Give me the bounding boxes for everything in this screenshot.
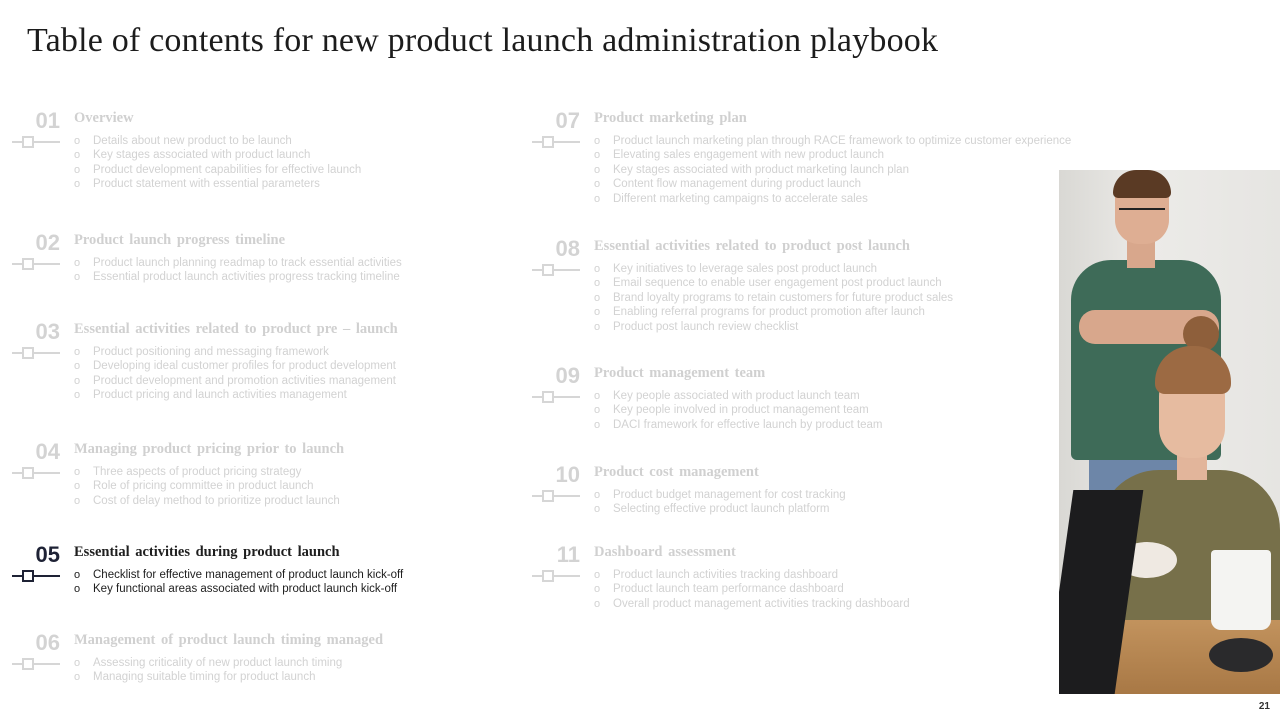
section-item: o Essential product launch activities progress tracking timeline <box>74 270 402 284</box>
section-item: o Key people involved in product management team <box>594 403 883 417</box>
photo-man-glasses <box>1119 208 1165 220</box>
section-item: o Role of pricing committee in product launch <box>74 479 340 493</box>
section-items <box>74 465 340 508</box>
section-title: Managing product pricing prior to launch <box>74 441 345 457</box>
section-title: Essential activities related to product post launch <box>594 238 910 254</box>
section-item: o Assessing criticality of new product launch timing <box>74 656 342 670</box>
section-items <box>594 389 883 432</box>
section-item: o Selecting effective product launch platform <box>594 502 846 516</box>
section-item: o Content flow management during product launch <box>594 177 1071 191</box>
section-number: 02 <box>35 230 60 255</box>
section-item: o Elevating sales engagement with new product launch <box>594 148 1071 162</box>
section-number: 01 <box>35 108 60 133</box>
section-title: Product marketing plan <box>594 110 747 126</box>
section-item: o Key stages associated with product launch <box>74 148 361 162</box>
section-item: o Key people associated with product launch team <box>594 389 883 403</box>
section-item: o Product post launch review checklist <box>594 320 953 334</box>
section-item: o Product launch activities tracking dashboard <box>594 568 910 582</box>
section-item: o Overall product management activities tracking dashboard <box>594 597 910 611</box>
section-number: 08 <box>555 236 580 261</box>
section-item: o Cost of delay method to prioritize product launch <box>74 494 340 508</box>
section-item: o Enabling referral programs for product promotion after launch <box>594 305 953 319</box>
section-item: o Key functional areas associated with product launch kick-off <box>74 582 403 596</box>
section-number: 10 <box>555 462 580 487</box>
section-number: 07 <box>555 108 580 133</box>
section-item: o Product budget management for cost tracking <box>594 488 846 502</box>
section-items <box>74 568 403 597</box>
section-item: o Email sequence to enable user engagement post product launch <box>594 276 953 290</box>
section-item: o Managing suitable timing for product launch <box>74 670 342 684</box>
section-items <box>74 656 342 685</box>
section-item: o Key stages associated with product marketing launch plan <box>594 163 1071 177</box>
section-marker-icon <box>12 570 60 582</box>
section-marker-icon <box>532 391 580 403</box>
section-item: o Product launch planning readmap to track essential activities <box>74 256 402 270</box>
section-item: o Details about new product to be launch <box>74 134 361 148</box>
section-items <box>594 134 1071 206</box>
section-marker-icon <box>12 258 60 270</box>
page-title: Table of contents for new product launch administration playbook <box>27 22 939 59</box>
section-title: Management of product launch timing managed <box>74 632 384 648</box>
section-title: Essential activities related to product pre – launch <box>74 321 398 337</box>
section-marker-icon <box>12 658 60 670</box>
section-item: o Three aspects of product pricing strategy <box>74 465 340 479</box>
section-item: o Key initiatives to leverage sales post product launch <box>594 262 953 276</box>
section-item: o Product development capabilities for effective launch <box>74 163 361 177</box>
section-items <box>594 568 910 611</box>
section-item: o Product launch marketing plan through RACE framework to optimize customer experience <box>594 134 1071 148</box>
page-number: 21 <box>1258 701 1270 712</box>
section-item: o Product positioning and messaging framework <box>74 345 396 359</box>
section-item: o Checklist for effective management of product launch kick-off <box>74 568 403 582</box>
section-items <box>594 488 846 517</box>
section-title: Overview <box>74 110 134 126</box>
section-item: o Different marketing campaigns to accelerate sales <box>594 192 1071 206</box>
section-number: 09 <box>555 363 580 388</box>
section-marker-icon <box>12 467 60 479</box>
section-items <box>74 134 361 192</box>
section-item: o Developing ideal customer profiles for product development <box>74 359 396 373</box>
photo-man-neck <box>1127 240 1155 268</box>
section-marker-icon <box>532 136 580 148</box>
section-title: Product cost management <box>594 464 759 480</box>
section-number: 05 <box>35 542 60 567</box>
section-item: o Product development and promotion activities management <box>74 374 396 388</box>
section-number: 03 <box>35 319 60 344</box>
section-marker-icon <box>12 136 60 148</box>
section-marker-icon <box>532 264 580 276</box>
section-items <box>74 256 402 285</box>
section-number: 04 <box>35 439 60 464</box>
team-photo <box>1059 170 1280 694</box>
section-marker-icon <box>532 570 580 582</box>
section-title: Dashboard assessment <box>594 544 736 560</box>
section-items <box>74 345 396 403</box>
section-item: o Product statement with essential parameters <box>74 177 361 191</box>
section-item: o Product pricing and launch activities management <box>74 388 396 402</box>
section-title: Product launch progress timeline <box>74 232 286 248</box>
section-title: Product management team <box>594 365 766 381</box>
section-number: 11 <box>556 542 580 567</box>
section-marker-icon <box>532 490 580 502</box>
photo-mouse <box>1209 638 1273 672</box>
photo-mug <box>1211 550 1271 630</box>
photo-man-hair <box>1113 170 1171 198</box>
section-marker-icon <box>12 347 60 359</box>
section-item: o Brand loyalty programs to retain customers for future product sales <box>594 291 953 305</box>
section-number: 06 <box>35 630 60 655</box>
section-item: o Product launch team performance dashboard <box>594 582 910 596</box>
section-items <box>594 262 953 334</box>
section-item: o DACI framework for effective launch by product team <box>594 418 883 432</box>
section-title: Essential activities during product launch <box>74 544 340 560</box>
